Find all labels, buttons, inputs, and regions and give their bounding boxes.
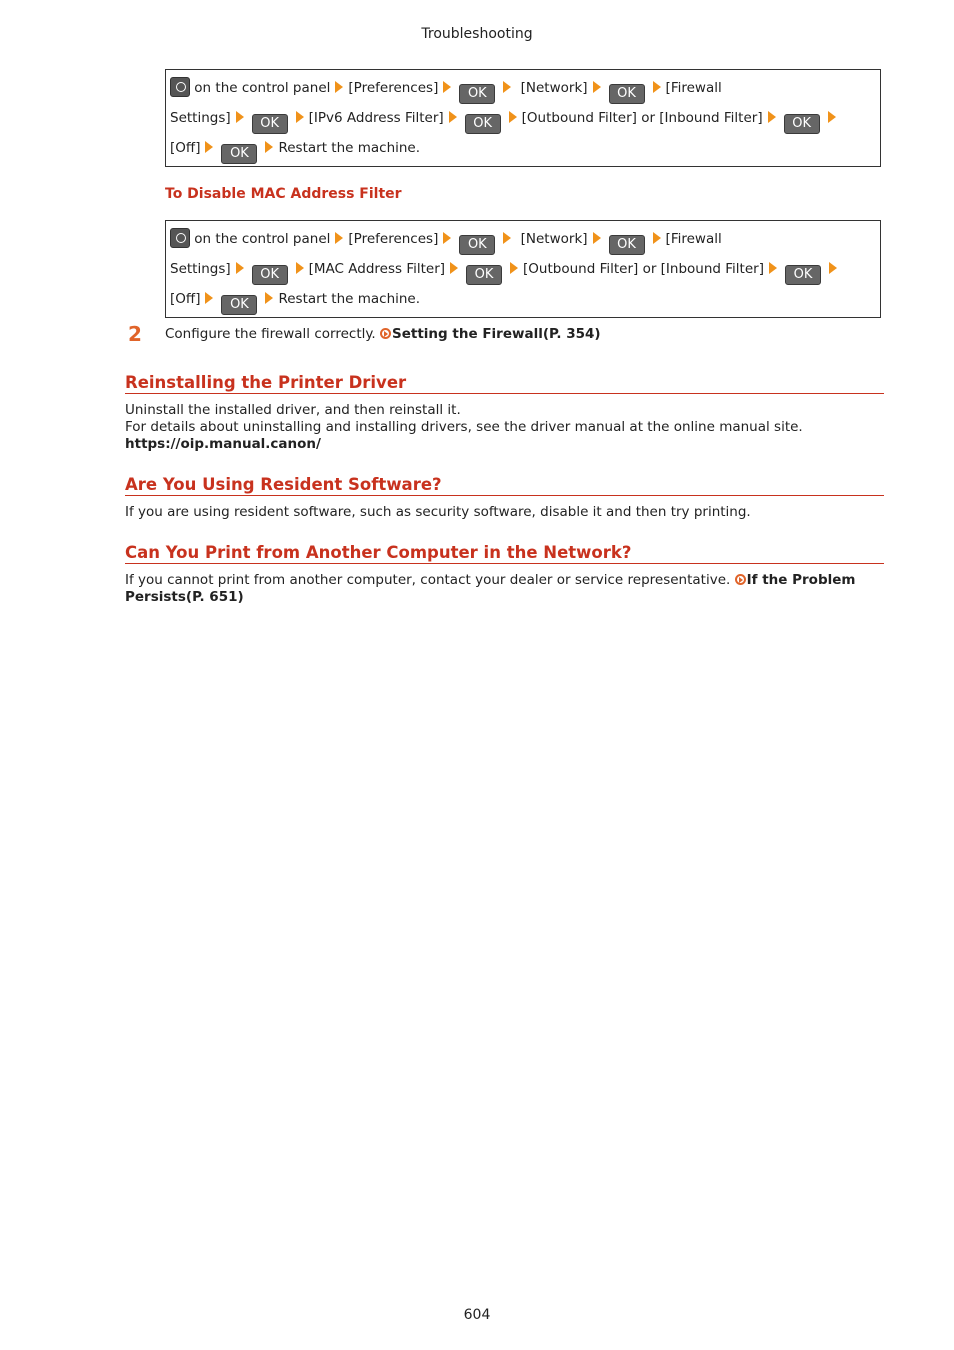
- step-2-text: [165, 326, 601, 342]
- ok-key-icon: OK: [221, 144, 257, 164]
- another-computer-text: If you cannot print from another computer, contact your dealer or service representative.: [125, 572, 731, 588]
- problem-persists-link-part1[interactable]: If the Problem: [746, 572, 856, 588]
- preferences-item: [Preferences]: [348, 80, 439, 96]
- procedure-line-3: [170, 285, 876, 315]
- ok-key-icon: OK: [466, 265, 502, 285]
- firewall-item-start: [Firewall: [665, 231, 722, 247]
- arrow-right-icon: [449, 111, 457, 123]
- mac-filter-procedure: [165, 220, 881, 318]
- procedure-line-1: [170, 225, 876, 255]
- reinstall-line-1: Uninstall the installed driver, and then reinstall it.: [125, 402, 461, 418]
- arrow-right-icon: [828, 111, 836, 123]
- arrow-right-icon: [335, 232, 343, 244]
- arrow-right-icon: [443, 232, 451, 244]
- procedure-line-2: [170, 104, 876, 134]
- setting-firewall-link[interactable]: Setting the Firewall(P. 354): [392, 326, 601, 342]
- ok-key-icon: OK: [609, 84, 645, 104]
- outbound-inbound-item: [Outbound Filter] or [Inbound Filter]: [523, 261, 764, 277]
- ok-key-icon: OK: [459, 235, 495, 255]
- arrow-right-icon: [503, 232, 511, 244]
- ok-key-icon: OK: [252, 265, 288, 285]
- arrow-right-icon: [205, 141, 213, 153]
- arrow-right-icon: [593, 232, 601, 244]
- firewall-item-end: Settings]: [170, 110, 231, 126]
- off-item: [Off]: [170, 140, 201, 156]
- ok-key-icon: OK: [609, 235, 645, 255]
- arrow-right-icon: [443, 81, 451, 93]
- ok-key-icon: OK: [459, 84, 495, 104]
- outbound-inbound-item: [Outbound Filter] or [Inbound Filter]: [521, 110, 763, 126]
- arrow-right-icon: [510, 262, 518, 274]
- ipv6-filter-procedure: [165, 69, 881, 167]
- problem-persists-link-part2[interactable]: Persists(P. 651): [125, 589, 244, 605]
- arrow-right-icon: [653, 232, 661, 244]
- ok-key-icon: OK: [784, 114, 820, 134]
- arrow-right-icon: [503, 81, 511, 93]
- procedure-line-2: [170, 255, 876, 285]
- link-arrow-icon: [380, 328, 391, 339]
- mac-filter-item: [MAC Address Filter]: [308, 261, 446, 277]
- ipv6-filter-item: [IPv6 Address Filter]: [308, 110, 444, 126]
- manual-site-link[interactable]: https://oip.manual.canon/: [125, 436, 321, 452]
- mac-filter-subheading: To Disable MAC Address Filter: [165, 186, 402, 202]
- arrow-right-icon: [653, 81, 661, 93]
- arrow-right-icon: [593, 81, 601, 93]
- running-header: Troubleshooting: [421, 26, 533, 42]
- arrow-right-icon: [236, 111, 244, 123]
- arrow-right-icon: [205, 292, 213, 304]
- reinstall-line-2: For details about uninstalling and installing drivers, see the driver manual at the online manual site.: [125, 419, 803, 435]
- home-key-icon: [170, 228, 190, 248]
- firewall-item-start: [Firewall: [665, 80, 722, 96]
- firewall-item-end: Settings]: [170, 261, 231, 277]
- procedure-line-1: [170, 74, 876, 104]
- arrow-right-icon: [236, 262, 244, 274]
- arrow-right-icon: [265, 141, 273, 153]
- off-item: [Off]: [170, 291, 201, 307]
- resident-software-body: If you are using resident software, such as security software, disable it and then try printing.: [125, 504, 751, 520]
- arrow-right-icon: [296, 262, 304, 274]
- arrow-right-icon: [768, 111, 776, 123]
- procedure-line-3: [170, 134, 876, 164]
- arrow-right-icon: [829, 262, 837, 274]
- section-title-another-computer: Can You Print from Another Computer in the Network?: [125, 543, 884, 564]
- preferences-item: [Preferences]: [348, 231, 439, 247]
- control-panel-text: on the control panel: [194, 80, 331, 96]
- link-arrow-icon: [735, 574, 746, 585]
- arrow-right-icon: [450, 262, 458, 274]
- section-title-reinstall: Reinstalling the Printer Driver: [125, 373, 884, 394]
- arrow-right-icon: [509, 111, 517, 123]
- home-key-icon: [170, 77, 190, 97]
- arrow-right-icon: [265, 292, 273, 304]
- ok-key-icon: OK: [221, 295, 257, 315]
- arrow-right-icon: [296, 111, 304, 123]
- reinstall-body: [125, 402, 865, 453]
- ok-key-icon: OK: [252, 114, 288, 134]
- step-number: 2: [128, 322, 142, 346]
- step-2-instruction: Configure the firewall correctly.: [165, 326, 376, 342]
- arrow-right-icon: [335, 81, 343, 93]
- network-item: [Network]: [520, 80, 588, 96]
- page-number: 604: [463, 1307, 491, 1323]
- another-computer-body: [125, 572, 865, 606]
- ok-key-icon: OK: [785, 265, 821, 285]
- control-panel-text: on the control panel: [194, 231, 331, 247]
- restart-text: Restart the machine.: [278, 291, 421, 307]
- network-item: [Network]: [520, 231, 588, 247]
- section-title-resident-software: Are You Using Resident Software?: [125, 475, 884, 496]
- ok-key-icon: OK: [465, 114, 501, 134]
- restart-text: Restart the machine.: [278, 140, 421, 156]
- arrow-right-icon: [769, 262, 777, 274]
